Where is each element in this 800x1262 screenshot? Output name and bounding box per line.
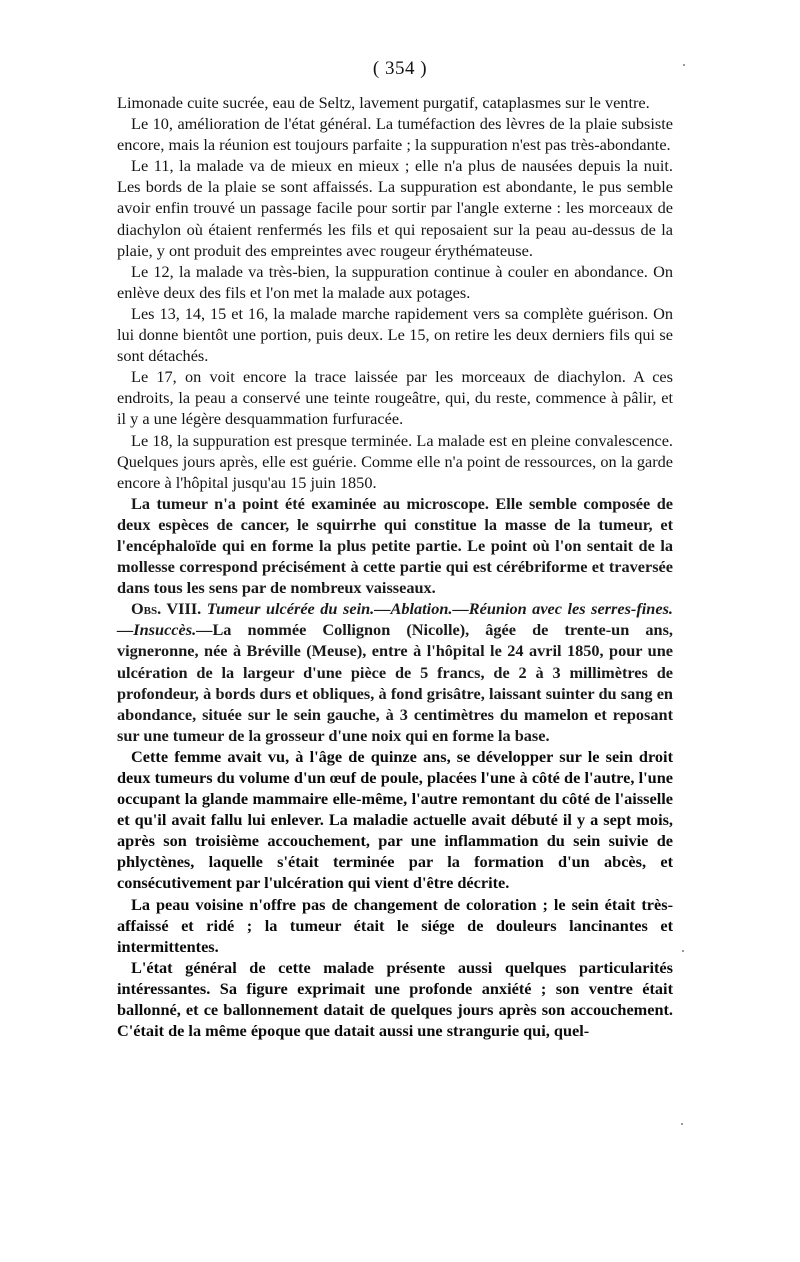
body-text [117,92,673,1041]
paragraph: L'état général de cette malade présente aussi quelques particularités intéressantes. Sa figure exprimait une profonde anxiété ; son ventre était ballonné, et ce ballonnement datait de quelques jours après son accouchement. C'était de la même époque que datait aussi une strangurie qui, quel- [117,957,673,1041]
scan-speck [683,64,685,66]
paragraph: Le 18, la suppuration est presque terminée. La malade est en pleine convalescence. Quelques jours après, elle est guérie. Comme elle n'a point de ressources, on la garde encore à l'hôpital jusqu'au 15 juin 1850. [117,430,673,492]
observation-paragraph [117,598,673,746]
paragraph: Cette femme avait vu, à l'âge de quinze ans, se développer sur le sein droit deux tumeurs du volume d'un œuf de poule, placées l'une à côté de l'autre, l'une occupant la glande mammaire elle-même, l'autre remontant du côté de l'aisselle et qu'il avait fallu lui enlever. La maladie actuelle avait débuté il y a sept mois, après son troisième accouchement, par une inflammation du sein suivie de phlyctènes, laquelle s'était terminée par la formation d'un abcès, et consécutivement par l'ulcération qui vient d'être décrite. [117,746,673,893]
paragraph: Les 13, 14, 15 et 16, la malade marche rapidement vers sa complète guérison. On lui donne bientôt une portion, puis deux. Le 15, on retire les deux derniers fils qui se sont détachés. [117,303,673,366]
scan-speck [682,950,684,952]
paragraph: Le 10, amélioration de l'état général. La tuméfaction des lèvres de la plaie subsiste encore, mais la réunion est toujours parfaite ; la suppuration n'est pas très-abondante. [117,114,673,155]
observation-text: —La nommée Collignon (Nicolle), âgée de trente-un ans, vigneronne, née à Bréville (Meuse), entre à l'hôpital le 24 avril 1850, pour une ulcération de la largeur d'une pièce de 5 francs, de 2 à 3 millimètres de profondeur, à bords durs et obliques, à fond grisâtre, laissant suinter du sang en abondance, située sur le sein gauche, à 3 centimètres du mamelon et reposant sur une tumeur de la grosseur d'une noix qui en forme la base. [117,620,673,745]
paragraph: Le 11, la malade va de mieux en mieux ; elle n'a plus de nausées depuis la nuit. Les bords de la plaie se sont affaissés. La suppuration est abondante, le pus semble avoir enfin trouvé un passage facile pour sortir par l'angle externe : les morceaux de diachylon où étaient renfermés les fils et qui reposaient sur la peau au-dessus de la plaie, y ont produit des empreintes avec rougeur érythémateuse. [117,156,673,260]
paragraph: La peau voisine n'offre pas de changement de coloration ; le sein était très-affaissé et ridé ; la tumeur était le siége de douleurs lancinantes et intermittentes. [117,894,673,956]
paragraph: Limonade cuite sucrée, eau de Seltz, lavement purgatif, cataplasmes sur le ventre. [117,93,650,112]
paragraph: Le 12, la malade va très-bien, la suppuration continue à couler en abondance. On enlève deux des fils et l'on met la malade aux potages. [117,261,673,302]
page-number: ( 354 ) [372,58,428,79]
paragraph: La tumeur n'a point été examinée au microscope. Elle semble composée de deux espèces de cancer, le squirrhe qui constitue la masse de la tumeur, et l'encéphaloïde qui en forme la plus petite partie. Le point où l'on sentait de la mollesse correspond précisément à cette partie qui est cérébriforme et traversée dans tous les sens par de nombreux vaisseaux. [117,493,673,598]
scan-speck [681,1123,683,1125]
observation-label: Obs. VIII. [131,599,202,619]
observation-title: Tumeur ulcérée du sein.—Ablation.—Réunion avec les serres-fines.—Insuccès. [117,599,673,640]
paragraph: Le 17, on voit encore la trace laissée par les morceaux de diachylon. A ces endroits, la peau a conservé une teinte rougeâtre, qui, du reste, commence à pâlir, et il y a une légère desquammation furfuracée. [117,367,673,429]
